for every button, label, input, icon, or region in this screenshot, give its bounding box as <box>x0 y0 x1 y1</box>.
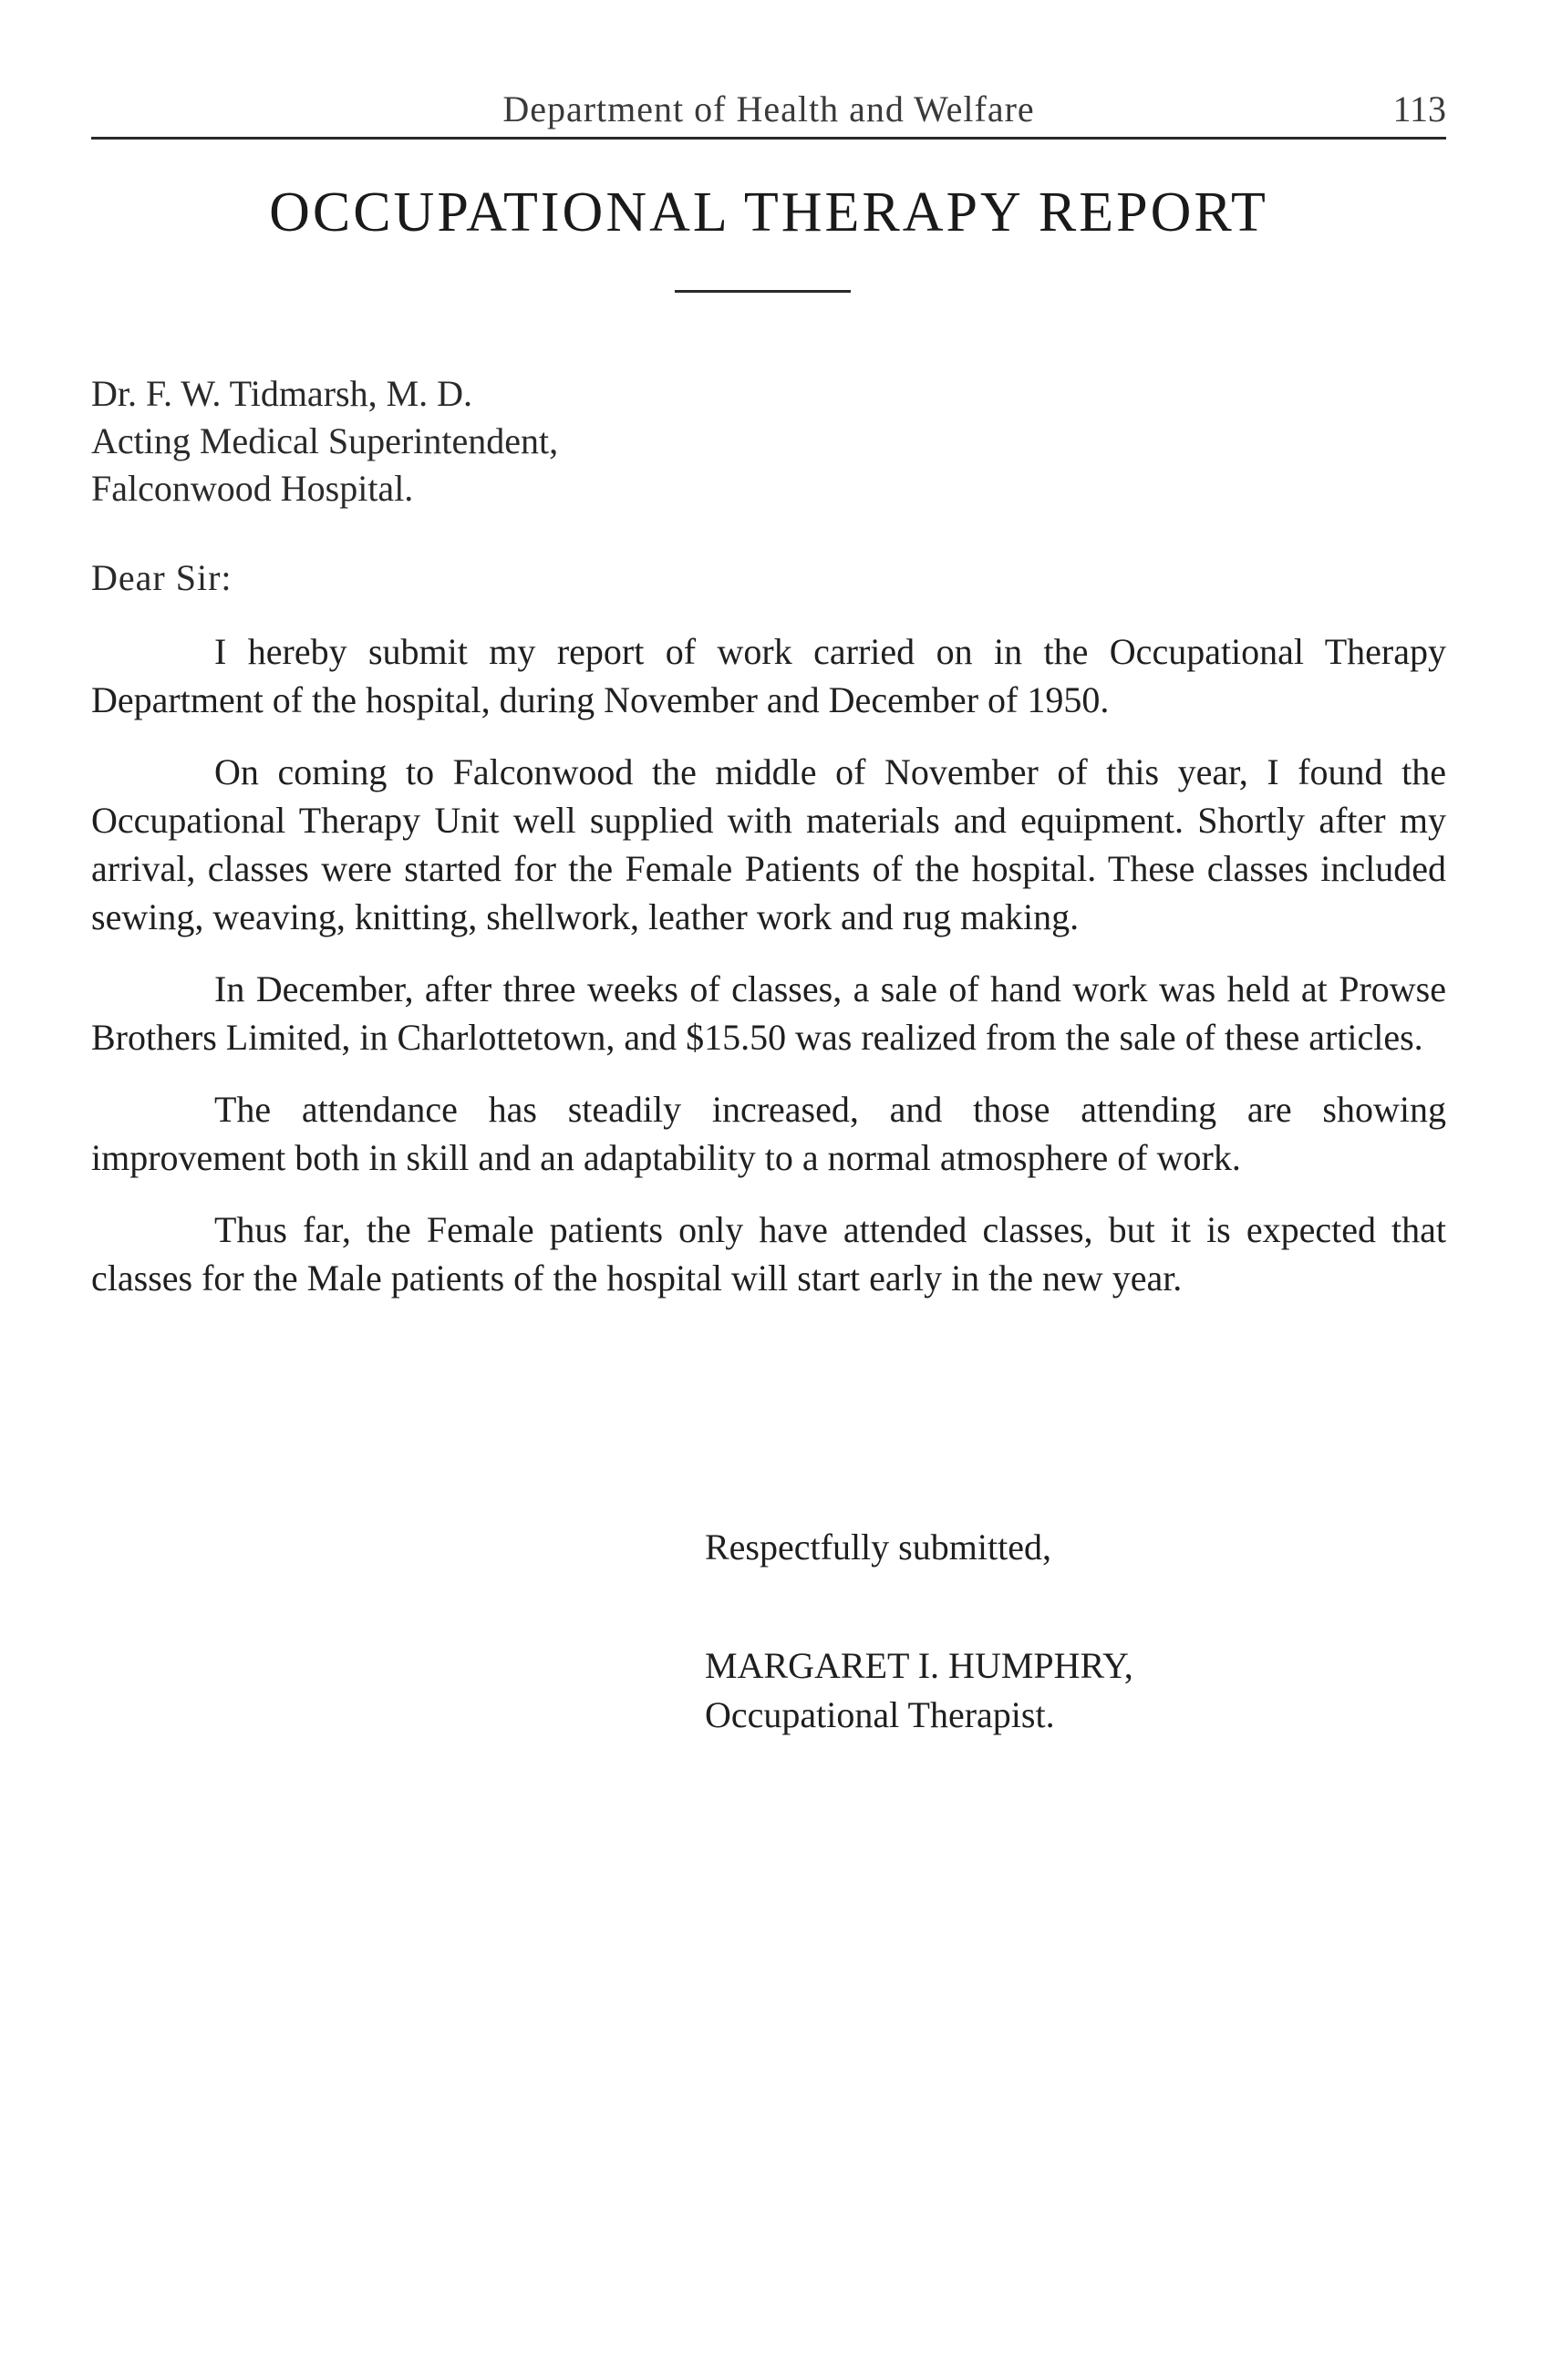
report-title: OCCUPATIONAL THERAPY REPORT <box>269 181 1268 243</box>
addressee-name: Dr. F. W. Tidmarsh, M. D. <box>91 373 473 414</box>
department-heading: Department of Health and Welfare <box>502 88 1035 129</box>
signatory-name: MARGARET I. HUMPHRY, <box>705 1645 1133 1686</box>
addressee-position: Acting Medical Superintendent, <box>91 420 559 461</box>
title-divider <box>675 290 851 293</box>
running-head <box>91 82 1446 140</box>
addressee-institution: Falconwood Hospital. <box>91 468 414 509</box>
paragraph: On coming to Falconwood the middle of November of this year, I found the Occupational Therapy Unit well supplied with materials and equipment. Shortly after my arrival, classes were started for the Female Patients of the hospital. These classes included sewing, weaving, knitting, shellwork, leather work and rug making. <box>91 751 1446 937</box>
signatory-title: Occupational Therapist. <box>705 1694 1055 1735</box>
addressee-block <box>91 370 558 512</box>
paragraph: Thus far, the Female patients only have attended classes, but it is expected that classes for the Male patients of the hospital will start early in the new year. <box>91 1209 1446 1299</box>
paragraph: The attendance has steadily increased, and those attending are showing improvement both in skill and an adaptability to a normal atmosphere of work. <box>91 1089 1446 1178</box>
salutation: Dear Sir: <box>91 557 233 598</box>
signature-block <box>705 1641 1133 1740</box>
closing: Respectfully submitted, <box>705 1526 1051 1568</box>
report-body <box>91 627 1446 1326</box>
paragraph: I hereby submit my report of work carried on in the Occupational Therapy Department of the hospital, during November and December of 1950. <box>91 631 1446 720</box>
page-number: 113 <box>1392 88 1446 129</box>
paragraph: In December, after three weeks of classes, a sale of hand work was held at Prowse Brothers Limited, in Charlottetown, and $15.50 was realized from the sale of these articles. <box>91 968 1446 1058</box>
